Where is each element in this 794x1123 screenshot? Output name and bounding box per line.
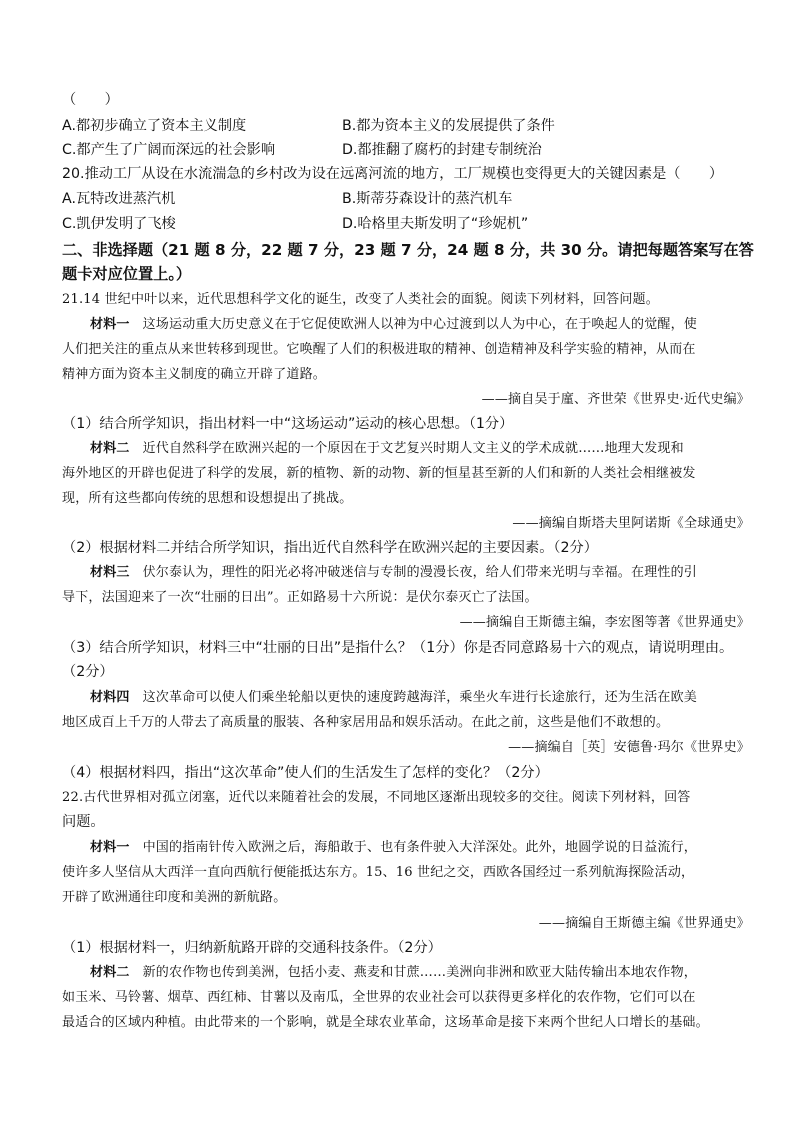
material-paragraph bbox=[90, 563, 697, 583]
material-text: 海外地区的开辟也促进了科学的发展，新的植物、新的动物、新的恒星甚至新的人们和新的人类社会相继被发 bbox=[62, 466, 696, 481]
material-text: 使许多人坚信从大西洋一直向西航行便能抵达东方。15、16 世纪之交，西欧各国经过一系列航海探险活动， bbox=[62, 865, 695, 880]
material-text: 最适合的区域内种植。由此带来的一个影响，就是全球农业革命，这场革命是接下来两个世纪人口增长的基础。 bbox=[62, 1015, 709, 1030]
material-paragraph bbox=[90, 963, 697, 983]
question-stem: 22.古代世界相对孤立闭塞，近代以来随着社会的发展，不同地区逐渐出现较多的交往。阅读下列材料，回答 bbox=[62, 790, 691, 805]
citation: ——摘编自斯塔夫里阿诺斯《全球通史》 bbox=[512, 516, 750, 531]
material-text: 这次革命可以使人们乘坐轮船以更快的速度跨越海洋，乘坐火车进行长途旅行，还为生活在欧美 bbox=[142, 690, 698, 705]
option-d: D.都推翻了腐朽的封建专制统治 bbox=[342, 142, 542, 158]
material-label: 材料二 bbox=[90, 965, 130, 980]
material-text: 人们把关注的重点从来世转移到现世。它唤醒了人们的积极进取的精神、创造精神及科学实验的精神，从而在 bbox=[62, 342, 696, 357]
option-d: D.哈格里夫斯发明了“珍妮机” bbox=[342, 216, 529, 232]
citation: ——摘编自王斯德主编，李宏图等著《世界通史》 bbox=[459, 615, 750, 630]
material-text: 这场运动重大历史意义在于它促使欧洲人以神为中心过渡到以人为中心，在于唤起人的觉醒，使 bbox=[142, 317, 698, 332]
material-paragraph bbox=[90, 439, 684, 459]
option-c: C.凯伊发明了飞梭 bbox=[62, 216, 176, 232]
material-label: 材料二 bbox=[90, 441, 130, 456]
question-stem: 20.推动工厂从设在水流湍急的乡村改为设在远离河流的地方，工厂规模也变得更大的关键因素是（ ） bbox=[62, 166, 724, 182]
material-paragraph bbox=[90, 688, 697, 708]
question-stem: 问题。 bbox=[62, 814, 105, 830]
material-label: 材料四 bbox=[90, 690, 130, 705]
material-text: 新的农作物也传到美洲，包括小麦、燕麦和甘蔗……美洲向非洲和欧亚大陆传输出本地农作物， bbox=[142, 965, 698, 980]
citation: ——摘编自王斯德主编《世界通史》 bbox=[538, 916, 750, 931]
material-paragraph bbox=[90, 315, 697, 335]
sub-question: （2）根据材料二并结合所学知识，指出近代自然科学在欧洲兴起的主要因素。（2分） bbox=[62, 540, 598, 556]
option-b: B.都为资本主义的发展提供了条件 bbox=[342, 118, 555, 134]
answer-blank: （ ） bbox=[62, 92, 119, 108]
sub-question: （1）根据材料一，归纳新航路开辟的交通科技条件。（2分） bbox=[62, 940, 442, 956]
material-text: 如玉米、马铃薯、烟草、西红柿、甘薯以及南瓜，全世界的农业社会可以获得更多样化的农作物，它们可以在 bbox=[62, 990, 696, 1005]
material-label: 材料一 bbox=[90, 840, 130, 855]
section-heading: 二、非选择题（21 题 8 分，22 题 7 分，23 题 7 分，24 题 8 分，共 30 分。请把每题答案写在答 bbox=[62, 241, 754, 259]
sub-question: （1）结合所学知识，指出材料一中“这场运动”运动的核心思想。（1分） bbox=[62, 416, 514, 432]
option-a: A.瓦特改进蒸汽机 bbox=[62, 191, 176, 207]
material-text: 现，所有这些都向传统的思想和设想提出了挑战。 bbox=[62, 491, 353, 506]
sub-question: （2分） bbox=[62, 664, 114, 680]
option-b: B.斯蒂芬森设计的蒸汽机车 bbox=[342, 191, 513, 207]
material-text: 开辟了欧洲通往印度和美洲的新航路。 bbox=[62, 890, 287, 905]
material-label: 材料一 bbox=[90, 317, 130, 332]
sub-question: （3）结合所学知识，材料三中“壮丽的日出”是指什么？（1分）你是否同意路易十六的观点，请说明理由。 bbox=[62, 640, 734, 656]
option-c: C.都产生了广阔而深远的社会影响 bbox=[62, 142, 276, 158]
material-text: 中国的指南针传入欧洲之后，海船敢于、也有条件驶入大洋深处。此外，地圆学说的日益流行， bbox=[142, 840, 698, 855]
option-a: A.都初步确立了资本主义制度 bbox=[62, 118, 247, 134]
material-label: 材料三 bbox=[90, 565, 130, 580]
material-text: 地区成百上千万的人带去了高质量的服装、各种家居用品和娱乐活动。在此之前，这些是他们不敢想的。 bbox=[62, 715, 670, 730]
sub-question: （4）根据材料四，指出“这次革命”使人们的生活发生了怎样的变化？（2分） bbox=[62, 765, 549, 781]
section-heading: 题卡对应位置上。） bbox=[62, 265, 192, 283]
citation: ——摘编自［英］安德鲁·玛尔《世界史》 bbox=[508, 740, 750, 755]
material-text: 伏尔泰认为，理性的阳光必将冲破迷信与专制的漫漫长夜，给人们带来光明与幸福。在理性的引 bbox=[142, 565, 698, 580]
material-paragraph bbox=[90, 838, 697, 858]
material-text: 精神方面为资本主义制度的确立开辟了道路。 bbox=[62, 367, 327, 382]
material-text: 近代自然科学在欧洲兴起的一个原因在于文艺复兴时期人文主义的学术成就……地理大发现和 bbox=[142, 441, 684, 456]
material-text: 导下，法国迎来了一次“壮丽的日出”。正如路易十六所说：是伏尔泰灭亡了法国。 bbox=[62, 590, 538, 605]
citation: ——摘自吴于廑、齐世荣《世界史·近代史编》 bbox=[481, 392, 750, 407]
question-stem: 21.14 世纪中叶以来，近代思想科学文化的诞生，改变了人类社会的面貌。阅读下列材料，回答问题。 bbox=[62, 292, 659, 307]
